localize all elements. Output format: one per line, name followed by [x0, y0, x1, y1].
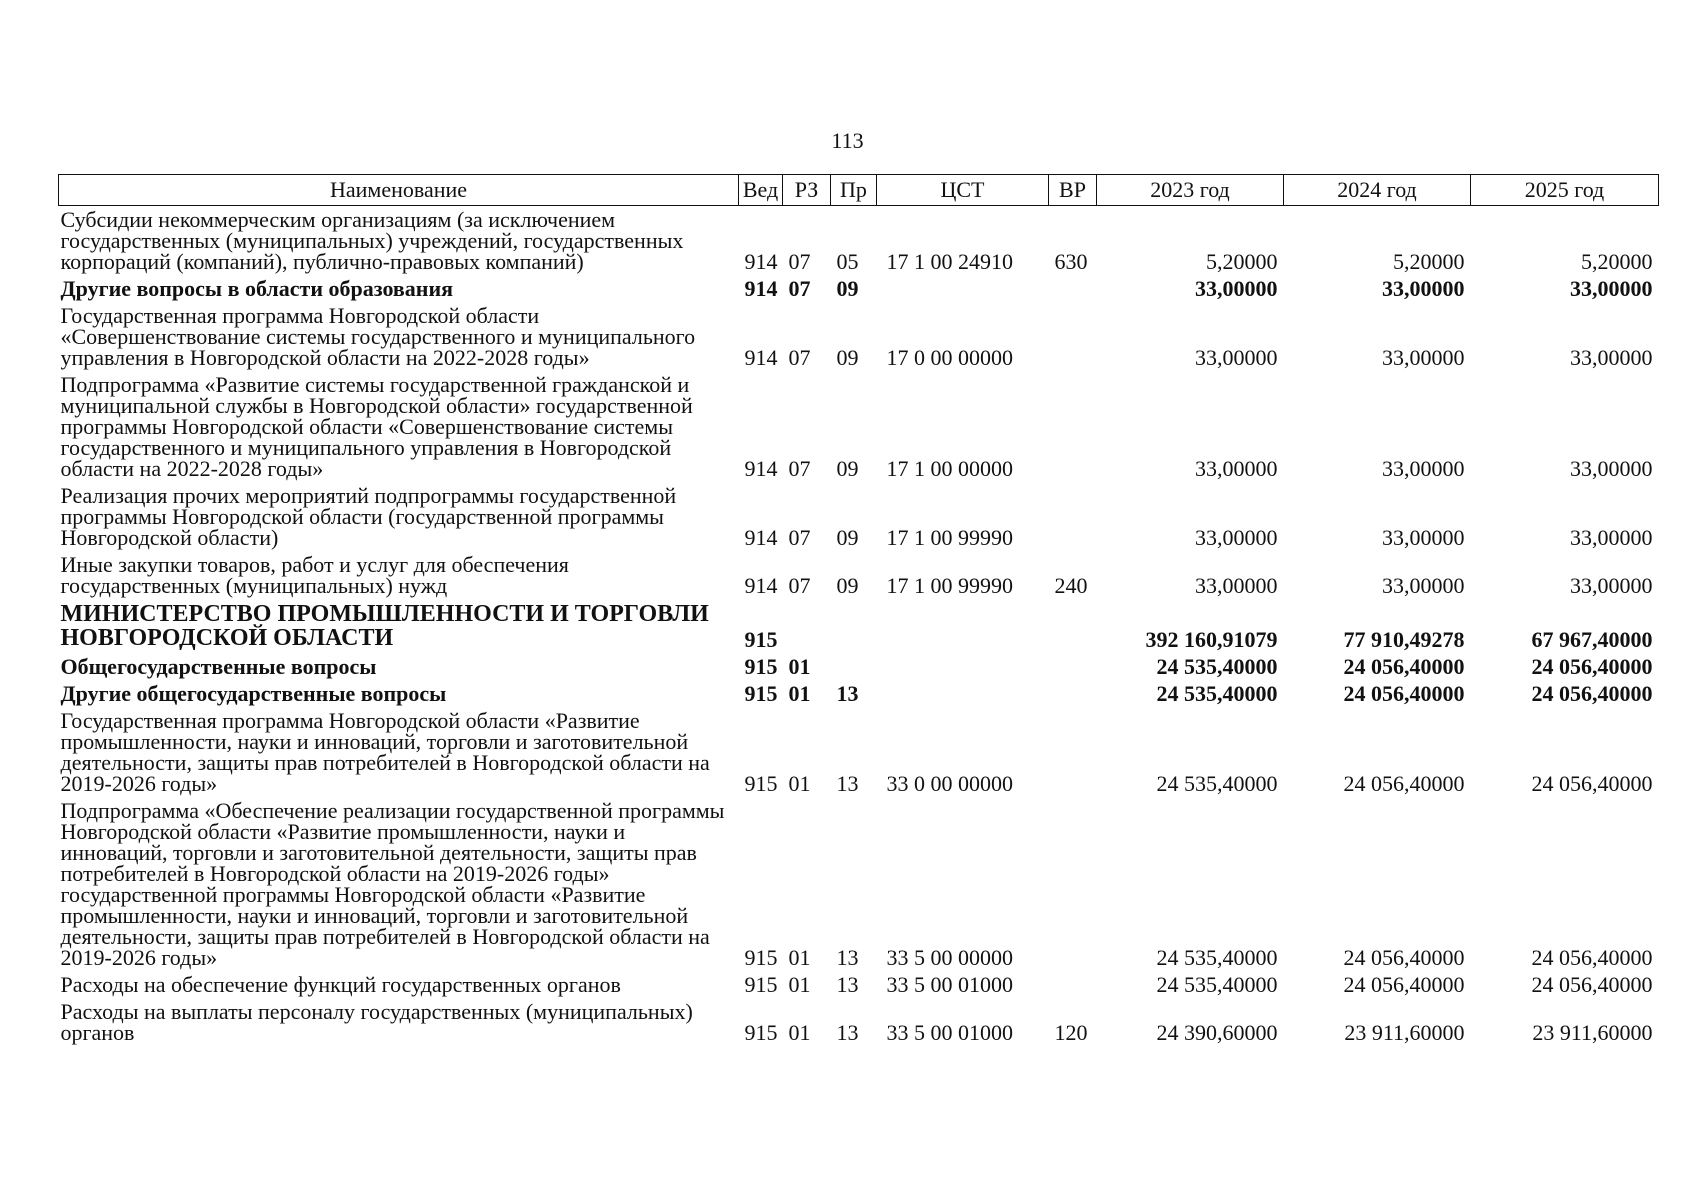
header-2023: 2023 год — [1097, 175, 1284, 206]
row-2024: 5,20000 — [1393, 249, 1465, 274]
row-2024: 24 056,40000 — [1343, 972, 1465, 997]
row-rz — [783, 599, 831, 653]
row-vr: 120 — [1054, 1020, 1088, 1045]
table-row — [59, 551, 1659, 599]
row-rz: 07 — [788, 249, 811, 274]
table-row — [59, 302, 1659, 371]
row-ved: 914 — [744, 345, 778, 370]
row-pr — [831, 653, 877, 680]
row-2023: 33,00000 — [1195, 345, 1278, 370]
page-number: 113 — [831, 128, 864, 153]
row-2024: 23 911,60000 — [1344, 1020, 1465, 1045]
row-pr: 13 — [836, 1020, 859, 1045]
row-cst — [877, 599, 1049, 653]
row-name: Подпрограмма «Обеспечение реализации государственной программы Новгородской области «Развитие промышленности, науки и инноваций, торговли и заготовительной деятельности, защиты прав потребителей в Новгородской области на 2019-2026 годы» государственной программы Новгородской области «Развитие промышленности, науки и инноваций, торговли и заготовительной деятельности, защиты прав потребителей в Новгородской области на 2019-2026 годы» — [60, 798, 725, 970]
row-pr: 09 — [836, 456, 859, 481]
row-ved: 914 — [744, 276, 778, 301]
row-rz: 07 — [788, 573, 811, 598]
row-rz: 07 — [788, 456, 811, 481]
row-2025: 24 056,40000 — [1531, 972, 1653, 997]
row-cst: 33 5 00 01000 — [886, 1020, 1013, 1045]
row-2023: 24 535,40000 — [1156, 654, 1278, 679]
row-2023: 24 390,60000 — [1156, 1020, 1278, 1045]
row-vr — [1049, 971, 1097, 998]
row-2024: 33,00000 — [1382, 573, 1465, 598]
row-2023: 5,20000 — [1206, 249, 1278, 274]
header-2024: 2024 год — [1284, 175, 1471, 206]
row-ved: 915 — [744, 972, 778, 997]
row-2024: 24 056,40000 — [1343, 771, 1465, 796]
row-name: Другие общегосударственные вопросы — [60, 681, 447, 706]
row-name: Реализация прочих мероприятий подпрограммы государственной программы Новгородской области (государственной программы Новгородской области) — [60, 483, 677, 550]
row-2023: 33,00000 — [1195, 525, 1278, 550]
row-2023: 392 160,91079 — [1145, 627, 1278, 652]
row-ved: 914 — [744, 249, 778, 274]
table-header — [59, 175, 1659, 206]
table-row — [59, 680, 1659, 707]
row-2025: 24 056,40000 — [1531, 945, 1653, 970]
row-2024: 24 056,40000 — [1343, 945, 1465, 970]
row-rz: 01 — [788, 681, 811, 706]
row-2023: 24 535,40000 — [1156, 681, 1278, 706]
row-vr — [1049, 482, 1097, 551]
row-rz: 07 — [788, 276, 811, 301]
row-2024: 24 056,40000 — [1343, 654, 1465, 679]
row-name: Иные закупки товаров, работ и услуг для обеспечения государственных (муниципальных) нужд — [60, 552, 569, 598]
row-rz: 07 — [788, 525, 811, 550]
row-pr: 13 — [836, 681, 859, 706]
table-row — [59, 371, 1659, 482]
row-vr: 630 — [1054, 249, 1088, 274]
row-rz: 01 — [788, 771, 811, 796]
row-name: Подпрограмма «Развитие системы государственной гражданской и муниципальной службы в Новгородской области» государственной программы Новгородской области «Совершенствование системы государственного и муниципального управления в Новгородской области на 2022-2028 годы» — [60, 372, 693, 481]
row-2023: 33,00000 — [1195, 276, 1278, 301]
row-name: Государственная программа Новгородской области «Совершенствование системы государственного и муниципального управления в Новгородской области на 2022-2028 годы» — [60, 303, 696, 370]
header-rz: РЗ — [783, 175, 831, 206]
row-vr: 240 — [1054, 573, 1088, 598]
table-row — [59, 707, 1659, 797]
row-cst — [877, 680, 1049, 707]
row-2024: 33,00000 — [1382, 525, 1465, 550]
table-row — [59, 206, 1659, 276]
row-pr: 09 — [836, 276, 859, 301]
header-vr: ВР — [1049, 175, 1097, 206]
row-ved: 914 — [744, 456, 778, 481]
row-2025: 23 911,60000 — [1532, 1020, 1653, 1045]
row-cst: 17 1 00 00000 — [886, 456, 1013, 481]
row-cst: 17 1 00 24910 — [886, 249, 1013, 274]
row-vr — [1049, 599, 1097, 653]
table-row — [59, 998, 1659, 1046]
row-pr: 13 — [836, 945, 859, 970]
row-name: Субсидии некоммерческим организациям (за исключением государственных (муниципальных) учреждений, государственных корпораций (компаний), публично-правовых компаний) — [60, 207, 684, 274]
row-ved: 915 — [744, 945, 778, 970]
row-rz: 01 — [788, 1020, 811, 1045]
row-2024: 33,00000 — [1382, 276, 1465, 301]
row-vr — [1049, 275, 1097, 302]
row-2025: 33,00000 — [1570, 525, 1653, 550]
row-rz: 01 — [788, 654, 811, 679]
table-body — [59, 206, 1659, 1047]
row-ved: 915 — [744, 771, 778, 796]
row-vr — [1049, 707, 1097, 797]
row-cst: 17 0 00 00000 — [886, 345, 1013, 370]
row-cst: 33 0 00 00000 — [886, 771, 1013, 796]
row-2025: 33,00000 — [1570, 276, 1653, 301]
row-ved: 915 — [744, 654, 778, 679]
row-2023: 33,00000 — [1195, 456, 1278, 481]
row-2023: 33,00000 — [1195, 573, 1278, 598]
table-row — [59, 599, 1659, 653]
row-2025: 33,00000 — [1570, 573, 1653, 598]
row-pr: 13 — [836, 972, 859, 997]
row-pr: 05 — [836, 249, 859, 274]
row-ved: 914 — [744, 573, 778, 598]
row-pr: 09 — [836, 345, 859, 370]
row-name: Общегосударственные вопросы — [60, 654, 377, 679]
row-rz: 01 — [788, 972, 811, 997]
row-vr — [1049, 371, 1097, 482]
row-cst: 17 1 00 99990 — [886, 573, 1013, 598]
row-ved: 915 — [744, 1020, 778, 1045]
row-2025: 5,20000 — [1581, 249, 1653, 274]
header-ved: Вед — [739, 175, 783, 206]
row-pr: 09 — [836, 573, 859, 598]
row-2023: 24 535,40000 — [1156, 945, 1278, 970]
row-vr — [1049, 302, 1097, 371]
row-name: Государственная программа Новгородской области «Развитие промышленности, науки и инноваций, торговли и заготовительной деятельности, защиты прав потребителей в Новгородской области на 2019-2026 годы» — [60, 708, 710, 796]
row-2024: 33,00000 — [1382, 345, 1465, 370]
row-ved: 915 — [744, 681, 778, 706]
row-pr — [831, 599, 877, 653]
row-cst: 33 5 00 01000 — [886, 972, 1013, 997]
row-cst — [877, 275, 1049, 302]
table-row — [59, 971, 1659, 998]
row-vr — [1049, 680, 1097, 707]
header-row — [59, 175, 1659, 206]
row-rz: 07 — [788, 345, 811, 370]
row-2025: 24 056,40000 — [1531, 681, 1653, 706]
budget-table — [58, 174, 1659, 1046]
row-vr — [1049, 653, 1097, 680]
row-name: Расходы на выплаты персоналу государственных (муниципальных) органов — [60, 999, 693, 1045]
table-row — [59, 275, 1659, 302]
row-rz: 01 — [788, 945, 811, 970]
row-2024: 77 910,49278 — [1343, 627, 1465, 652]
row-cst — [877, 653, 1049, 680]
table-row — [59, 482, 1659, 551]
row-2023: 24 535,40000 — [1156, 972, 1278, 997]
row-2025: 24 056,40000 — [1531, 771, 1653, 796]
row-name: Другие вопросы в области образования — [60, 276, 454, 301]
row-name: МИНИСТЕРСТВО ПРОМЫШЛЕННОСТИ И ТОРГОВЛИ НОВГОРОДСКОЙ ОБЛАСТИ — [60, 601, 709, 651]
row-2025: 24 056,40000 — [1531, 654, 1653, 679]
header-2025: 2025 год — [1471, 175, 1659, 206]
row-2024: 33,00000 — [1382, 456, 1465, 481]
row-ved: 914 — [744, 525, 778, 550]
row-2024: 24 056,40000 — [1343, 681, 1465, 706]
row-2025: 33,00000 — [1570, 456, 1653, 481]
row-vr — [1049, 797, 1097, 971]
row-cst: 17 1 00 99990 — [886, 525, 1013, 550]
row-2025: 67 967,40000 — [1531, 627, 1653, 652]
row-pr: 09 — [836, 525, 859, 550]
header-cst: ЦСТ — [877, 175, 1049, 206]
table-row — [59, 653, 1659, 680]
header-name: Наименование — [59, 175, 739, 206]
table-row — [59, 797, 1659, 971]
row-ved: 915 — [744, 627, 778, 652]
row-2023: 24 535,40000 — [1156, 771, 1278, 796]
row-cst: 33 5 00 00000 — [886, 945, 1013, 970]
row-pr: 13 — [836, 771, 859, 796]
row-name: Расходы на обеспечение функций государственных органов — [60, 972, 621, 997]
header-pr: Пр — [831, 175, 877, 206]
row-2025: 33,00000 — [1570, 345, 1653, 370]
